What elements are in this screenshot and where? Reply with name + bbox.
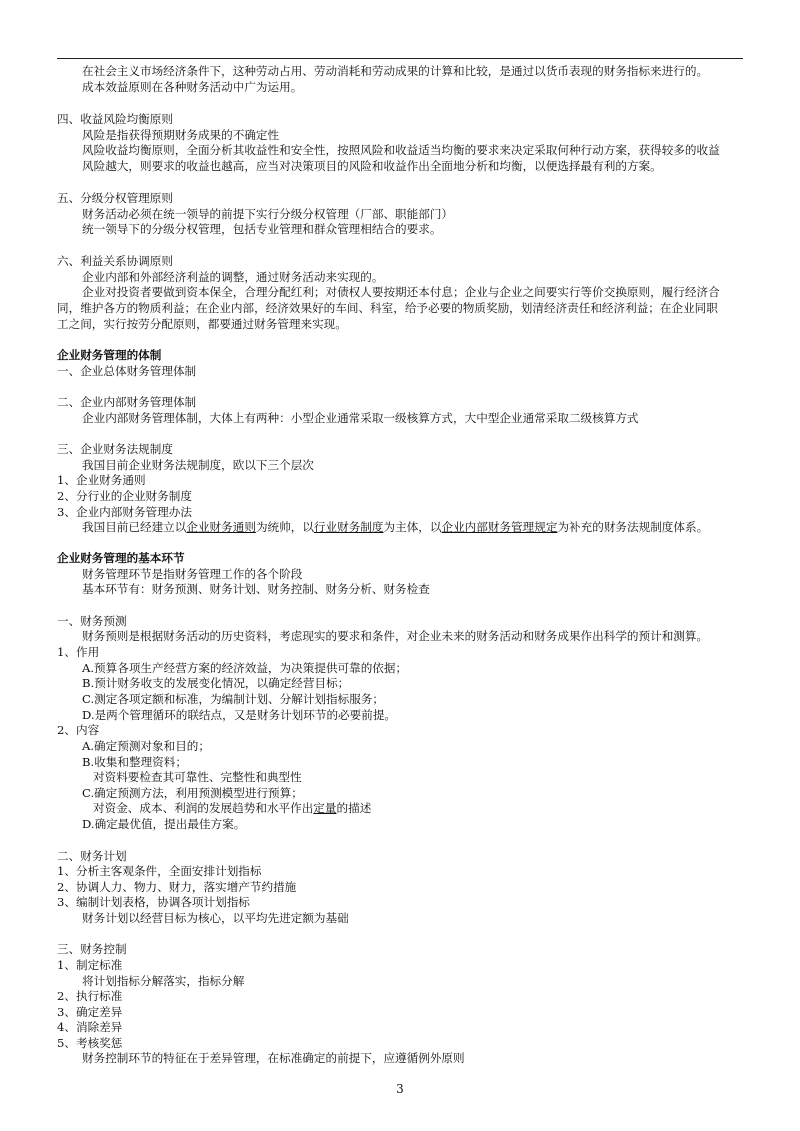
section-heading: 五、分级分权管理原则 (57, 191, 173, 205)
chapter-title: 企业财务管理的基本环节 (57, 551, 185, 565)
list-item: 2、内容 (57, 723, 100, 737)
list-item: B.预计财务收支的发展变化情况，以确定经营目标； (82, 676, 350, 690)
list-item: 4、消除差异 (57, 1020, 123, 1034)
section-heading: 二、财务计划 (57, 849, 127, 863)
text-line: 同，维护各方的物质利益；在企业内部，经济效果好的车间、科室，给予必要的物质奖励，划清经济责任和经济利益；在企业同职 (57, 301, 718, 315)
text-line: 财务预则是根据财务活动的历史资料，考虑现实的要求和条件，对企业未来的财务活动和财务成果作出科学的预计和测算。 (82, 629, 709, 643)
underlined-term: 行业财务制度 (313, 520, 384, 534)
list-item: 2、分行业的企业财务制度 (57, 489, 192, 503)
text-line: 风险收益均衡原则，全面分析其收益性和安全性，按照风险和收益适当均衡的要求来决定采取何种行动方案，获得较多的收益 (82, 143, 720, 157)
text-line: 将计划指标分解落实，指标分解 (82, 974, 245, 988)
text-span: 我国目前已经建立以 (82, 520, 187, 534)
list-item: D.是两个管理循环的联结点，又是财务计划环节的必要前提。 (82, 708, 397, 722)
text-line: 工之间，实行按劳分配原则，都要通过财务管理来实现。 (57, 317, 347, 331)
text-line: 财务活动必须在统一领导的前提下实行分级分权管理（厂部、职能部门） (82, 207, 454, 221)
text-span: 为统帅，以 (255, 520, 314, 534)
section-heading: 三、财务控制 (57, 942, 127, 956)
text-line: 成本效益原则在各种财务活动中广为运用。 (82, 80, 303, 94)
section-heading: 二、企业内部财务管理体制 (57, 395, 197, 409)
page-number: 3 (396, 1082, 404, 1096)
text-line: 在社会主义市场经济条件下，这种劳动占用、劳动消耗和劳动成果的计算和比较，是通过以货币表现的财务指标来进行的。 (82, 64, 709, 78)
text-line: 风险是指获得预期财务成果的不确定性 (82, 128, 280, 142)
underlined-term: 企业内部财务管理规定 (441, 520, 558, 534)
header-rule (57, 58, 743, 59)
list-item: 2、协调人力、物力、财力，落实增产节约措施 (57, 880, 297, 894)
list-item: A.预算各项生产经营方案的经济效益，为决策提供可靠的依据； (82, 661, 408, 675)
text-span: 对资金、成本、利润的发展趋势和水平作出 (93, 801, 314, 815)
chapter-title: 企业财务管理的体制 (57, 348, 162, 362)
list-item: 1、企业财务通则 (57, 473, 146, 487)
list-item: 3、编制计划表格，协调各项计划指标 (57, 895, 250, 909)
list-item: 1、分析主客观条件，全面安排计划指标 (57, 864, 262, 878)
text-span: 的描述 (336, 801, 372, 815)
list-item: C.确定预测方法，利用预测模型进行预算； (82, 786, 303, 800)
section-heading: 三、企业财务法规制度 (57, 442, 173, 456)
list-item: 1、制定标准 (57, 958, 123, 972)
text-line: 统一领导下的分级分权管理，包括专业管理和群众管理相结合的要求。 (82, 222, 442, 236)
list-item: 1、作用 (57, 645, 100, 659)
section-heading: 一、财务预测 (57, 614, 127, 628)
list-item: B.收集和整理资料； (82, 755, 187, 769)
underlined-term: 定量 (313, 801, 337, 815)
section-heading: 四、收益风险均衡原则 (57, 112, 173, 126)
list-item: 3、企业内部财务管理办法 (57, 505, 192, 519)
underlined-term: 企业财务通则 (186, 520, 256, 534)
list-item: 2、执行标准 (57, 989, 123, 1003)
section-heading: 一、企业总体财务管理体制 (57, 364, 197, 378)
text-line: 我国目前企业财务法规制度，欧以下三个层次 (82, 458, 314, 472)
text-line: 财务计划以经营目标为核心，以平均先进定额为基础 (82, 911, 349, 925)
text-line: 对资料要检查其可靠性、完整性和典型性 (93, 770, 302, 784)
text-line: 财务控制环节的特征在于差异管理，在标准确定的前提下，应遵循例外原则 (82, 1051, 465, 1065)
text-line: 企业内部财务管理体制，大体上有两种：小型企业通常采取一级核算方式，大中型企业通常采取二级核算方式 (82, 411, 639, 425)
list-item: C.测定各项定额和标准，为编制计划、分解计划指标服务； (82, 692, 384, 706)
text-line (82, 520, 708, 534)
text-span: 为补充的财务法规制度体系。 (557, 520, 709, 534)
list-item: A.确定预测对象和目的； (82, 739, 210, 753)
list-item: 5、考核奖惩 (57, 1036, 123, 1050)
section-heading: 六、利益关系协调原则 (57, 254, 173, 268)
text-span: 为主体，以 (383, 520, 442, 534)
list-item: 3、确定差异 (57, 1005, 123, 1019)
text-line: 财务管理环节是指财务管理工作的各个阶段 (82, 567, 303, 581)
text-line: 风险越大，则要求的收益也越高，应当对决策项目的风险和收益作出全面地分析和均衡，以便选择最有利的方案。 (82, 159, 662, 173)
text-line (93, 801, 371, 815)
text-line: 企业对投资者要做到资本保全，合理分配红利；对债权人要按期还本付息；企业与企业之间要实行等价交换原则，履行经济合 (82, 285, 720, 299)
text-line: 基本环节有：财务预测、财务计划、财务控制、财务分析、财务检查 (82, 582, 430, 596)
list-item: D.确定最优值，提出最佳方案。 (82, 817, 246, 831)
text-line: 企业内部和外部经济利益的调整，通过财务活动来实现的。 (82, 270, 384, 284)
